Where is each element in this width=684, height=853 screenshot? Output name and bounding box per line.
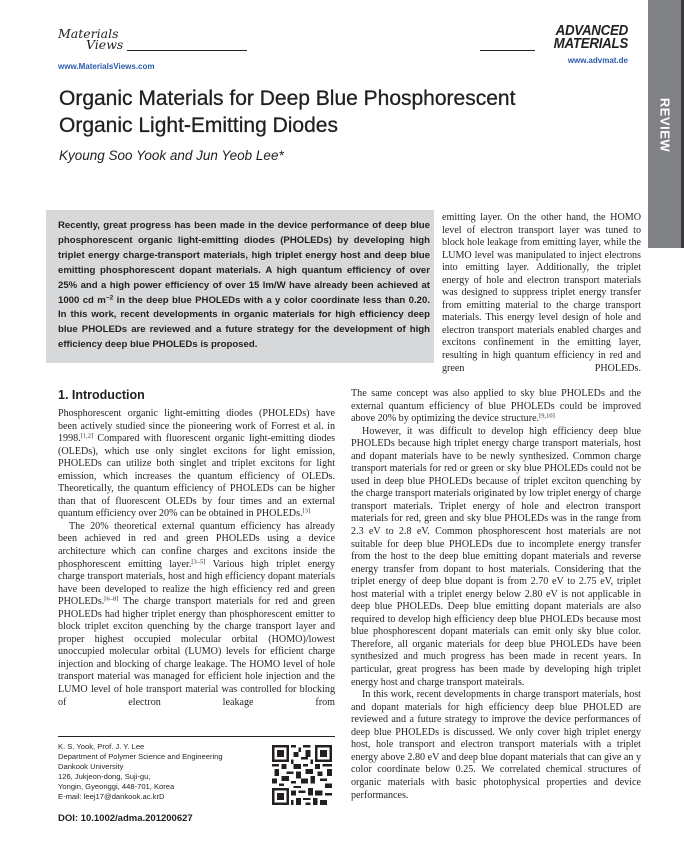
paragraph	[351, 388, 641, 426]
citation[interactable]: [1,2]	[80, 432, 94, 440]
right-column-top	[442, 212, 641, 375]
article-title: Organic Materials for Deep Blue Phosphorescent Organic Light-Emitting Diodes	[59, 87, 516, 137]
citation[interactable]: [3–5]	[191, 558, 206, 566]
paragraph: emitting layer. On the other hand, the HOMO level of electron transport layer was tuned to block hole leakage from emitting layer, while the LUMO level was manipulated to inject electrons into emitting layer. Additionally, the triplet energy of hole and electron transport materials was designed to suppress triplet energy transfer from emitting material to the charge transport materials. This energy level design of hole and electron transport materials enabled charges and excitons confinement in the emitting layer, resulting in high quantum efficiency in red and green PHOLEDs.	[442, 212, 641, 374]
footnote-rule	[58, 736, 335, 737]
affiliation-address-2: Yongin, Gyeonggi, 448-701, Korea	[58, 782, 175, 792]
section-heading: 1. Introduction	[58, 388, 145, 402]
paragraph	[58, 408, 335, 521]
affiliation-names: K. S. Yook, Prof. J. Y. Lee	[58, 742, 145, 751]
paragraph: In this work, recent developments in charge transport materials, host and dopant materials for high efficiency deep blue PHOLED are reviewed and a future strategy to improve the device performances of deep blue PHOLEDs is discussed. We only cover high triplet energy host, hole transport and electron transport materials with a triplet energy above 2.80 eV and deep blue dopant materials that can give an y color coordinate below 0.25. We correlated chemical structures of organic materials with basic photophysical properties and device performances.	[351, 689, 642, 801]
affiliation-university: Dankook University	[58, 762, 124, 772]
advanced-materials-logo	[545, 25, 628, 51]
qr-code-icon	[272, 745, 332, 805]
journal-logo-line-1: ADVANCED	[555, 23, 628, 39]
journal-logo-line-2: MATERIALS	[553, 36, 628, 52]
abstract-part-2: in the deep blue PHOLEDs with a y color coordinate less than 0.20. In this work, recent developments in organic materials for high efficiency deep blue PHOLEDs are reviewed and a future strategy for the development of high efficiency deep blue PHOLEDs is proposed.	[58, 294, 430, 351]
text-run: The charge transport materials for red and green PHOLEDs had higher triplet energy than phosphorescent emitter to block triplet exciton quenching by the charge transport layer and proper highest occupied molecular orbital (HOMO)/lowest unoccupied molecular orbital (LUMO) levels for efficient charge injection and blocking of charge leakage. The HOMO level of hole transport material was managed for efficient hole injection and the LUMO level of hole transport material was controlled for blocking of electron leakage from	[58, 596, 335, 708]
citation[interactable]: [3]	[302, 507, 311, 515]
text-run: Phosphorescent organic light-emitting diodes (PHOLEDs) have been actively studied since the pioneering work of Forrest et al. in 1998.	[58, 408, 335, 445]
header-rule-right	[480, 50, 535, 51]
section-tab-label: REVIEW	[657, 97, 672, 153]
text-run: Compared with fluorescent organic light-emitting diodes (OLEDs), which use only singlet excitons for light emission, PHOLEDs can utilize both singlet and triplet excitons for light emission, which increases the quantum efficiency of OLEDs. Theoretically, the quantum efficiency of PHOLEDs can be higher than that of fluorescent OLEDs by four times and an external quantum efficiency over 20% can be obtained in PHOLEDs.	[58, 433, 335, 520]
logo-line-1: Materials	[58, 26, 119, 41]
text-run: The 20% theoretical external quantum efficiency has already been achieved in red and green PHOLEDs using a device architecture which can confine charges and excitons inside the phosphorescent emitting layer.	[58, 520, 335, 570]
text-run: The same concept was also applied to sky blue PHOLEDs and the external quantum efficiency of blue PHOLEDs could be improved above 20% by optimizing the device structure.	[351, 388, 641, 425]
left-column	[58, 408, 335, 709]
abstract-part-1: Recently, great progress has been made in the device performance of deep blue phosphorescent organic light-emitting diodes (PHOLEDs) by developing high triplet energy charge-transport materials, high triplet energy host and deep blue emitting phosphorescent dopant materials. A high quantum efficiency of over 25% and a high power efficiency of over 15 lm/W have already been achieved at 1000 cd m	[58, 220, 430, 306]
doi[interactable]: DOI: 10.1002/adma.201200627	[58, 813, 193, 824]
affiliation-address-1: 126, Jukjeon-dong, Suji-gu,	[58, 772, 151, 782]
article-authors: Kyoung Soo Yook and Jun Yeob Lee*	[59, 148, 284, 163]
citation[interactable]: [6–8]	[104, 595, 119, 603]
author-affiliation	[58, 742, 258, 803]
paragraph: However, it was difficult to develop high efficiency deep blue PHOLEDs because high triplet energy charge transport materials, host and dopant materials have to be newly synthesized. Common charge transport materials for red or green or sky blue PHOLEDs could not be used in deep blue PHOLEDs because of triplet exciton quenching by the charge transport materials originated by low triplet energy of charge transport materials. Triplet energy of hole and electron transport materials for red, green and sky blue PHOLEDs was in the range from 2.3 eV to 2.8 eV. Common phosphorescent host materials are not suitable for deep blue PHOLEDs due to incomplete energy transfer from the host to the deep blue emitting dopant materials and reverse energy transfer from dopant to host materials. Considering that the triplet energy of deep blue dopant is from 2.70 eV to 2.75 eV, triplet host material with a triplet energy below 2.80 eV is not applicable in deep blue PHOLEDs. Deep blue emitting dopant materials are also required to develop high efficiency deep blue PHOLEDs because most blue phosphorescent dopant materials can emit only sky blue color. Therefore, all organic materials for deep blue PHOLEDs have been synthesized and much progress has been made in recent years. In particular, great progress has been made by developing high triplet energy host and charge transport mateirals.	[351, 425, 641, 688]
materials-views-logo	[58, 28, 123, 50]
publisher-url[interactable]: www.MaterialsViews.com	[58, 62, 155, 71]
abstract-text	[58, 219, 430, 353]
logo-line-2: Views	[86, 37, 124, 52]
affiliation-email[interactable]: E-mail: leej17@dankook.ac.krD	[58, 792, 165, 802]
abstract-superscript: −2	[105, 294, 114, 302]
journal-url[interactable]: www.advmat.de	[567, 56, 628, 65]
section-tab	[648, 0, 684, 248]
paragraph	[58, 521, 335, 709]
header-rule-left	[127, 50, 247, 51]
text-run: Various high triplet energy charge transport materials, host and high efficiency dopant materials have been developed to realize the high efficiency red and green PHOLEDs.	[58, 558, 335, 608]
right-column	[351, 388, 641, 802]
citation[interactable]: [9,10]	[539, 412, 555, 420]
affiliation-department: Department of Polymer Science and Engineering	[58, 752, 223, 762]
